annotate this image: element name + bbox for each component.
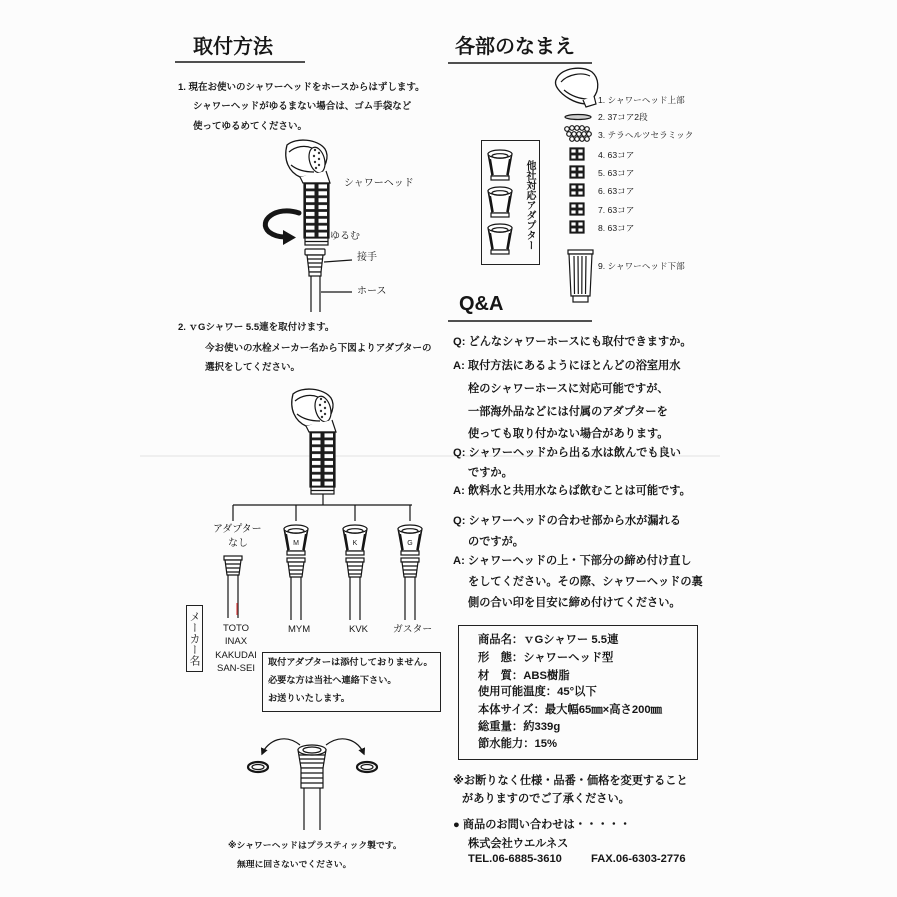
arrow-left-icon (262, 739, 300, 754)
footnote-line: ※シャワーヘッドはプラスティック製です。 (228, 840, 402, 850)
joint-leader-line (324, 260, 352, 262)
shower-head-illustration-2 (292, 389, 336, 494)
step1-line: 使ってゆるめてください。 (193, 121, 308, 132)
part-label: 4. 63コア (598, 150, 635, 160)
part-5-core (570, 166, 584, 178)
install-title: 取付方法 (193, 36, 273, 58)
part-2-core-disc (565, 115, 591, 120)
part-label: 9. シャワーヘッド下部 (598, 261, 685, 271)
qa-answer: 使っても取り付かない場合があります。 (468, 428, 669, 440)
packing-ring-right (357, 762, 377, 772)
contact-fax: FAX.06-6303-2776 (591, 853, 686, 865)
hose-no-adapter (224, 556, 242, 618)
maker-name: TOTO (222, 623, 250, 634)
part-label: 5. 63コア (598, 168, 635, 178)
no-adapter-label: なし (228, 538, 248, 549)
part-label: 2. 37コア2段 (598, 112, 648, 122)
part-label: 6. 63コア (598, 186, 635, 196)
maker-name-mym: MYM (288, 624, 311, 635)
contact-heading: ● 商品のお問い合わせは・・・・・ (453, 819, 631, 831)
part-3-ceramic-balls (565, 126, 592, 142)
change-notice-line: ※お断りなく仕様・品番・価格を変更すること (453, 775, 688, 787)
company-name: 株式会社ウエルネス (468, 838, 569, 850)
part-label: 1. シャワーヘッド上部 (598, 95, 685, 105)
qa-answer: A: 取付方法にあるようにほとんどの浴室用水 (453, 360, 681, 372)
change-notice-line: がありますのでご了承ください。 (462, 793, 630, 805)
adapter-mark-k: K (352, 540, 358, 547)
no-adapter-label: アダプター (213, 524, 262, 535)
maker-name: KAKUDAI (215, 649, 257, 661)
spec-line: 本体サイズ：最大幅65㎜×高さ200㎜ (478, 704, 662, 716)
qa-question: Q: どんなシャワーホースにも取付できますか。 (453, 336, 692, 348)
adapter-notice-box (262, 652, 441, 712)
part-9-head-bottom (568, 250, 593, 302)
part-6-core (570, 184, 584, 196)
hose-kvk (346, 558, 364, 620)
qa-question: のですが。 (468, 536, 524, 548)
qa-title: Q&A (459, 293, 504, 315)
spec-line: 商品名：ｖGシャワー 5.5連 (478, 634, 619, 646)
adapter-mark-m: M (293, 540, 299, 547)
maker-name-gaster: ガスター (393, 624, 433, 635)
adapter-m (284, 525, 308, 555)
qa-answer: 側の合い印を目安に締め付けてください。 (468, 597, 681, 609)
arrow-right-icon (326, 739, 364, 754)
notice-line: 取付アダプターは添付しておりません。 (268, 657, 433, 667)
qa-question: Q: シャワーヘッドから出る水は飲んでも良い (453, 447, 681, 459)
joint-label: 接手 (357, 252, 377, 263)
qa-answer: A: 飲料水と共用水ならば飲むことは可能です。 (453, 485, 691, 497)
spec-line: 形 態：シャワーヘッド型 (478, 652, 614, 664)
adapter-g (398, 525, 422, 555)
loosen-arrow-icon (265, 211, 299, 245)
qa-answer: をしてください。その際、シャワーヘッドの裏 (468, 576, 703, 588)
spec-box (458, 625, 698, 760)
hose-mym (287, 558, 305, 620)
footnote-line: 無理に回さないでください。 (237, 859, 352, 869)
part-label: 8. 63コア (598, 223, 635, 233)
part-7-core (570, 203, 584, 215)
other-brand-adapter-label: 他社対応アダプター (524, 160, 535, 250)
step2-line: 選択をしてください。 (205, 362, 301, 373)
part-4-core (570, 148, 584, 160)
contact-tel: TEL.06-6885-3610 (468, 853, 562, 865)
step1-line: シャワーヘッドがゆるまない場合は、ゴム手袋など (193, 101, 412, 112)
notice-line: お送りいたします。 (268, 693, 350, 703)
part-label: 3. テラヘルツセラミック (598, 130, 694, 140)
step2-line: 今お使いの水栓メーカー名から下図よりアダプターの (205, 343, 432, 354)
shower-head-label: シャワーヘッド (344, 178, 414, 189)
spec-line: 総重量：約339g (478, 721, 561, 733)
packing-ring-left (248, 762, 268, 772)
joint-illustration (305, 249, 325, 312)
parts-title: 各部のなまえ (455, 36, 575, 58)
step1-line: 1. 現在お使いのシャワーヘッドをホースからはずします。 (178, 82, 425, 93)
qa-answer: A: シャワーヘッドの上・下部分の締め付け直し (453, 555, 692, 567)
hose-joint-illustration-3 (298, 745, 326, 830)
adapter-mark-g: G (407, 540, 413, 547)
part-label: 7. 63コア (598, 205, 635, 215)
spec-line: 使用可能温度：45°以下 (478, 686, 597, 698)
spec-line: 節水能力：15% (478, 738, 558, 750)
part-8-core (570, 221, 584, 233)
hose-gaster (401, 558, 419, 620)
maker-name: SAN-SEI (216, 662, 255, 674)
qa-question: ですか。 (468, 467, 513, 479)
maker-name: INAX (224, 636, 248, 648)
loosen-label: ゆるむ (330, 231, 360, 242)
maker-label-box: メーカー名 (186, 605, 203, 672)
spec-line: 材 質：ABS樹脂 (478, 670, 570, 682)
adapter-tree-lines (233, 494, 412, 521)
step2-line: 2. ｖGシャワー 5.5連を取付けます。 (178, 322, 335, 333)
hose-label: ホース (357, 286, 387, 297)
adapter-k (343, 525, 367, 555)
shower-head-illustration-1 (286, 140, 330, 245)
makers-no-adapter (205, 622, 267, 675)
qa-question: Q: シャワーヘッドの合わせ部から水が漏れる (453, 515, 681, 527)
qa-answer: 一部海外品などには付属のアダプターを (468, 406, 668, 418)
maker-name-kvk: KVK (349, 624, 369, 635)
part-1-head-top (556, 68, 598, 107)
notice-line: 必要な方は当社へ連絡下さい。 (268, 675, 397, 685)
qa-answer: 栓のシャワーホースに対応可能ですが、 (468, 383, 669, 395)
